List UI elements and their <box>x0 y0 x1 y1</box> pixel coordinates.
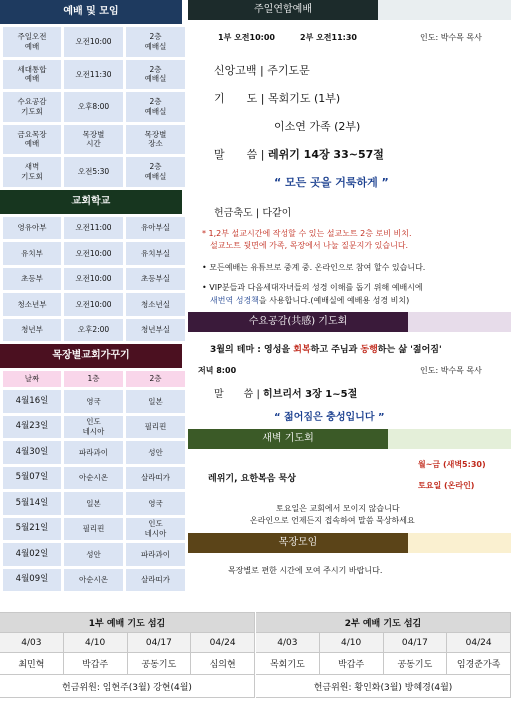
mokjang-care-cell: 5월21일 <box>3 518 61 541</box>
second-service-prayer-name: 공동기도 <box>384 653 448 675</box>
church-school-cell: 초등부 <box>3 268 61 291</box>
first-service-prayer-name: 최민혁 <box>0 653 64 675</box>
mokjang-care-cell: 5월07일 <box>3 467 61 490</box>
sunday-time-2: 2부 오전11:30 <box>300 33 358 42</box>
mokjang-care-column-header: 1층 <box>64 371 123 387</box>
prayer-line-2: 이소연 가족 (2부) <box>274 120 361 133</box>
worship-schedule-cell: 오전10:00 <box>64 27 123 57</box>
mokjang-care-cell: 일본 <box>126 390 185 413</box>
first-service-date: 04/17 <box>128 633 192 653</box>
prayer-line: 기 도 | 목회기도 (1부) <box>214 92 341 105</box>
mokjang-care-cell: 인도 네시아 <box>126 518 185 541</box>
dawn-description: 레위기, 요한복음 묵상 <box>208 474 296 484</box>
mokjang-care-cell: 4월30일 <box>3 441 61 464</box>
church-school-cell: 오전10:00 <box>64 268 123 291</box>
church-school-cell: 유치부 <box>3 242 61 265</box>
mokjang-meeting-section <box>188 553 511 593</box>
wednesday-time: 저녁 8:00 <box>198 366 237 375</box>
dawn-schedule-saturday: 토요일 (온라인) <box>418 481 475 490</box>
worship-schedule-cell: 새벽 기도회 <box>3 157 61 187</box>
sunday-time-1: 1부 오전10:00 <box>218 33 276 42</box>
first-service-dates-row <box>0 633 255 653</box>
church-school-cell: 청년부실 <box>126 319 185 342</box>
church-school-cell: 영유아부 <box>3 217 61 240</box>
second-service-prayer-name: 박갑주 <box>320 653 384 675</box>
mokjang-care-cell: 4월09일 <box>3 569 61 592</box>
mokjang-care-cell: 필리핀 <box>126 416 185 439</box>
first-service-offering: 헌금위원: 임현주(3월) 강현(4월) <box>0 675 255 698</box>
left-column <box>0 0 182 594</box>
mokjang-care-cell: 영국 <box>126 492 185 515</box>
worship-schedule-cell: 2층 예배실 <box>126 157 185 187</box>
church-school-table <box>0 214 182 345</box>
worship-schedule-header: 예배 및 모임 <box>0 0 182 24</box>
worship-schedule-cell: 세대통합 예배 <box>3 60 61 90</box>
dawn-note-1: 토요일은 교회에서 모이지 않습니다 <box>276 504 400 513</box>
offering-line: 헌금축도 | 다같이 <box>214 208 292 219</box>
church-school-cell: 청소년부 <box>3 293 61 316</box>
dawn-schedule-weekday: 월~금 (새벽5:30) <box>418 460 486 469</box>
worship-schedule-cell: 주일오전 예배 <box>3 27 61 57</box>
wednesday-scripture: 히브리서 3장 1~5절 <box>263 389 358 400</box>
church-school-header: 교회학교 <box>0 190 182 214</box>
wednesday-theme: 3월의 테마 : 영성을 회복하고 주님과 동행하는 삶 '젊어짐' <box>210 345 442 355</box>
bible-note-line-2: 새번역 성경책을 사용합니다.(예배실에 예배용 성경 비치) <box>210 296 410 305</box>
mokjang-care-cell: 4월02일 <box>3 543 61 566</box>
mokjang-care-cell: 파라과이 <box>126 543 185 566</box>
dawn-prayer-section <box>188 449 511 533</box>
mokjang-care-cell: 살라띠가 <box>126 569 185 592</box>
second-service-dates-row <box>256 633 511 653</box>
second-service-offering: 헌금위원: 황인화(3월) 방혜경(4월) <box>256 675 511 698</box>
second-service-table-title: 2부 예배 기도 섬김 <box>256 612 511 633</box>
mokjang-care-cell: 아순시온 <box>64 569 123 592</box>
worship-schedule-cell: 목장별 시간 <box>64 125 123 155</box>
mokjang-care-table <box>0 387 182 594</box>
worship-schedule-cell: 오후8:00 <box>64 92 123 122</box>
mokjang-care-cell: 일본 <box>64 492 123 515</box>
bible-note-line-1: • VIP분들과 다음세대자녀들의 성경 이해를 돕기 위해 예배시에 <box>202 283 423 292</box>
church-school-cell: 오전10:00 <box>64 242 123 265</box>
church-school-cell: 청년부 <box>3 319 61 342</box>
worship-schedule-cell: 2층 예배실 <box>126 60 185 90</box>
second-service-date: 04/24 <box>447 633 511 653</box>
wednesday-prayer-header <box>188 312 511 332</box>
first-service-date: 4/03 <box>0 633 64 653</box>
church-school-cell: 오전10:00 <box>64 293 123 316</box>
mokjang-care-cell: 5월14일 <box>3 492 61 515</box>
first-service-date: 04/24 <box>191 633 255 653</box>
mokjang-meeting-title: 목장모임 <box>278 537 318 548</box>
mokjang-care-column-header: 2층 <box>126 371 185 387</box>
dawn-note-2: 온라인으로 언제든지 접속하여 말씀 묵상하세요 <box>250 516 415 525</box>
dawn-prayer-title: 새벽 기도회 <box>262 433 314 444</box>
creed-line: 신앙고백 | 주기도문 <box>214 64 310 77</box>
church-school-cell: 오전11:00 <box>64 217 123 240</box>
worship-schedule-cell: 2층 예배실 <box>126 27 185 57</box>
worship-schedule-cell: 수요공감 기도회 <box>3 92 61 122</box>
church-school-cell: 오후2:00 <box>64 319 123 342</box>
wednesday-prayer-section <box>188 332 511 429</box>
mokjang-care-cell: 성안 <box>126 441 185 464</box>
bible-version-highlight: 새번역 성경책 <box>210 296 259 305</box>
second-service-date: 4/10 <box>320 633 384 653</box>
mokjang-care-cell: 영국 <box>64 390 123 413</box>
youtube-note: • 모든예배는 유튜브로 중계 중. 온라인으로 참여 할수 있습니다. <box>202 263 426 272</box>
mokjang-care-table-header <box>0 368 182 387</box>
worship-schedule-cell: 2층 예배실 <box>126 92 185 122</box>
sermon-note-line-1: * 1,2부 설교시간에 작성할 수 있는 설교노트 2층 로비 비치. <box>202 229 412 238</box>
mokjang-care-column-header: 날짜 <box>3 371 61 387</box>
mokjang-care-cell: 4월23일 <box>3 416 61 439</box>
second-service-names-row <box>256 653 511 675</box>
worship-schedule-cell: 금요목장 예배 <box>3 125 61 155</box>
sermon-note-line-2: 설교노트 뒷면에 가족, 목장에서 나눌 질문지가 있습니다. <box>210 241 409 250</box>
dawn-prayer-header <box>188 429 511 449</box>
sunday-worship-header <box>188 0 511 20</box>
second-service-date: 04/17 <box>384 633 448 653</box>
church-school-cell: 청소년실 <box>126 293 185 316</box>
mokjang-care-cell: 필리핀 <box>64 518 123 541</box>
second-service-prayer-name: 목회기도 <box>256 653 320 675</box>
worship-schedule-cell: 오전11:30 <box>64 60 123 90</box>
second-service-prayer-table <box>256 612 511 698</box>
wednesday-leader: 인도: 박수목 목사 <box>420 366 482 375</box>
word-line: 말 씀 | 레위기 14장 33~57절 <box>214 148 384 161</box>
worship-schedule-cell: 오전5:30 <box>64 157 123 187</box>
mokjang-care-cell: 인도 네시아 <box>64 416 123 439</box>
mokjang-care-cell: 아순시온 <box>64 467 123 490</box>
first-service-prayer-name: 박갑주 <box>64 653 128 675</box>
second-service-date: 4/03 <box>256 633 320 653</box>
church-school-cell: 유아부실 <box>126 217 185 240</box>
worship-schedule-cell: 목장별 장소 <box>126 125 185 155</box>
sunday-sermon-title: “ 모든 곳을 거룩하게 ” <box>274 176 389 189</box>
first-service-date: 4/10 <box>64 633 128 653</box>
sunday-worship-title: 주일연합예배 <box>254 4 312 15</box>
sunday-leader: 인도: 박수목 목사 <box>420 33 482 42</box>
church-school-cell: 유치부실 <box>126 242 185 265</box>
mokjang-care-cell: 파라과이 <box>64 441 123 464</box>
wednesday-word-line: 말 씀 | 히브리서 3장 1~5절 <box>214 389 358 400</box>
mokjang-meeting-description: 목장별로 편한 시간에 모여 주시기 바랍니다. <box>228 566 383 575</box>
first-service-table-title: 1부 예배 기도 섬김 <box>0 612 255 633</box>
mokjang-care-cell: 성안 <box>64 543 123 566</box>
mokjang-care-cell: 살라띠가 <box>126 467 185 490</box>
first-service-prayer-name: 공동기도 <box>128 653 192 675</box>
mokjang-care-header: 목장별교회가꾸기 <box>0 344 182 368</box>
right-column <box>188 0 511 593</box>
first-service-prayer-name: 심의현 <box>191 653 255 675</box>
sunday-worship-section <box>188 20 511 312</box>
mokjang-meeting-header <box>188 533 511 553</box>
worship-schedule-table <box>0 24 182 190</box>
first-service-prayer-table <box>0 612 255 698</box>
sunday-scripture: 레위기 14장 33~57절 <box>267 148 384 161</box>
first-service-names-row <box>0 653 255 675</box>
church-school-cell: 초등부실 <box>126 268 185 291</box>
wednesday-prayer-title: 수요공감(共感) 기도회 <box>248 316 348 327</box>
mokjang-care-cell: 4월16일 <box>3 390 61 413</box>
second-service-prayer-name: 임경준가족 <box>447 653 511 675</box>
wednesday-sermon-title: “ 젊어짐은 충성입니다 ” <box>274 412 385 423</box>
